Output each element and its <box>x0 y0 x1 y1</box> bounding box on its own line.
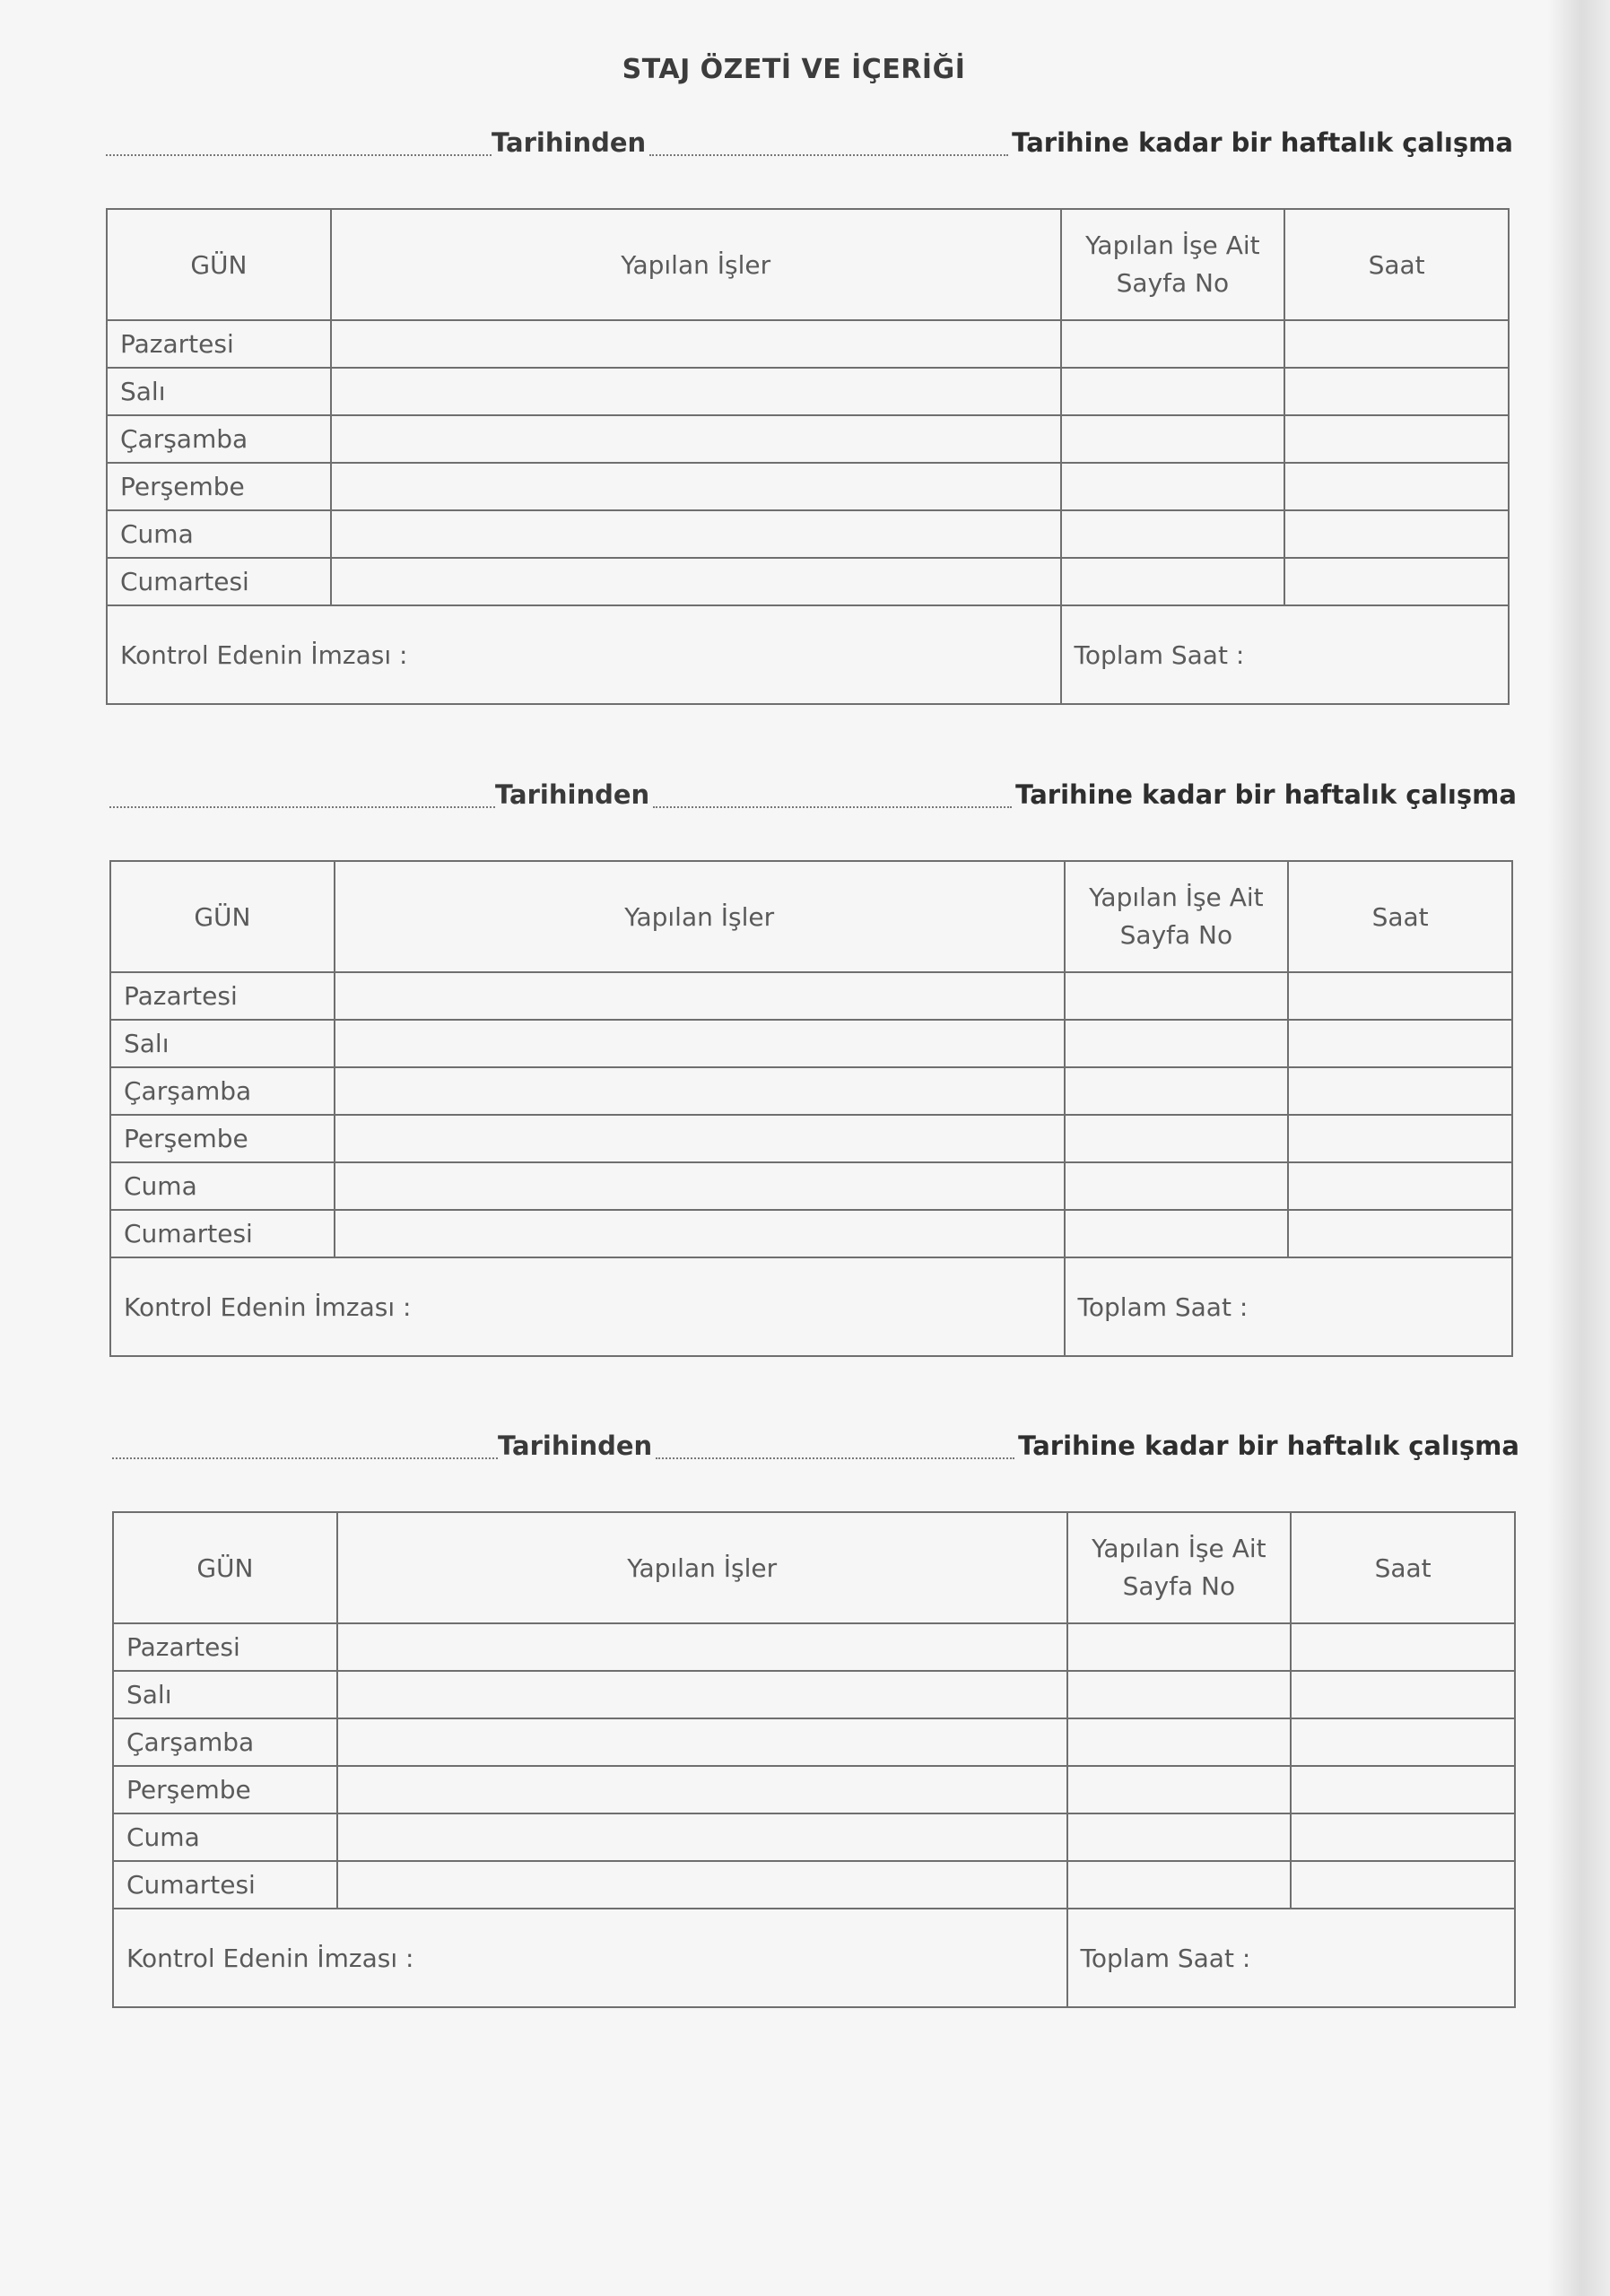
page-title: STAJ ÖZETİ VE İÇERİĞİ <box>622 54 966 85</box>
hours-cell[interactable] <box>1291 1813 1515 1861</box>
day-label: Cuma <box>113 1813 337 1861</box>
signature-label: Kontrol Edenin İmzası : <box>120 639 408 670</box>
work-cell[interactable] <box>337 1766 1067 1813</box>
date-range-line <box>112 1429 1520 1474</box>
table-header-row <box>113 1512 1515 1623</box>
table-row <box>107 415 1509 463</box>
day-label: Perşembe <box>107 463 331 510</box>
col-work-header: Yapılan İşler <box>331 209 1061 320</box>
page-no-cell[interactable] <box>1067 1671 1292 1718</box>
col-work-header: Yapılan İşler <box>337 1512 1067 1623</box>
day-label: Salı <box>107 368 331 415</box>
page-no-cell[interactable] <box>1065 972 1289 1020</box>
table-row <box>110 1020 1512 1067</box>
page-no-cell[interactable] <box>1061 510 1285 558</box>
day-label: Cumartesi <box>113 1861 337 1909</box>
table-row <box>113 1671 1515 1718</box>
page-no-cell[interactable] <box>1061 320 1285 368</box>
col-page-header: Yapılan İşe Ait Sayfa No <box>1065 861 1289 972</box>
page-no-cell[interactable] <box>1067 1766 1292 1813</box>
table-header-row <box>110 861 1512 972</box>
until-label: Tarihine kadar bir haftalık çalışma <box>1018 1431 1519 1461</box>
signature-cell[interactable] <box>110 1257 1065 1356</box>
day-label: Pazartesi <box>110 972 335 1020</box>
total-hours-cell[interactable] <box>1067 1909 1515 2007</box>
table-row <box>107 463 1509 510</box>
col-page-header: Yapılan İşe Ait Sayfa No <box>1067 1512 1292 1623</box>
hours-cell[interactable] <box>1288 1115 1512 1162</box>
table-footer-row <box>107 605 1509 704</box>
col-day-header: GÜN <box>113 1512 337 1623</box>
day-label: Cumartesi <box>110 1210 335 1257</box>
scan-edge-shadow <box>1547 0 1610 2296</box>
day-label: Pazartesi <box>113 1623 337 1671</box>
day-label: Perşembe <box>110 1115 335 1162</box>
date-range-line <box>106 126 1514 170</box>
from-label: Tarihinden <box>498 1431 653 1461</box>
work-cell[interactable] <box>335 1020 1065 1067</box>
page-no-cell[interactable] <box>1067 1718 1292 1766</box>
table-row <box>113 1766 1515 1813</box>
hours-cell[interactable] <box>1284 558 1509 605</box>
hours-cell[interactable] <box>1291 1671 1515 1718</box>
work-cell[interactable] <box>331 463 1061 510</box>
week-section-1 <box>106 126 1514 673</box>
start-date-field[interactable] <box>106 127 492 156</box>
weekly-work-table <box>112 1511 1516 2008</box>
day-label: Cuma <box>110 1162 335 1210</box>
work-cell[interactable] <box>335 1162 1065 1210</box>
start-date-field[interactable] <box>109 779 495 808</box>
work-cell[interactable] <box>331 510 1061 558</box>
hours-cell[interactable] <box>1284 368 1509 415</box>
weekly-work-table <box>106 208 1510 705</box>
signature-label: Kontrol Edenin İmzası : <box>126 1943 414 1973</box>
hours-cell[interactable] <box>1284 320 1509 368</box>
total-hours-cell[interactable] <box>1065 1257 1512 1356</box>
hours-cell[interactable] <box>1288 972 1512 1020</box>
work-cell[interactable] <box>337 1861 1067 1909</box>
total-hours-label: Toplam Saat : <box>1077 1292 1249 1322</box>
hours-cell[interactable] <box>1291 1766 1515 1813</box>
hours-cell[interactable] <box>1288 1162 1512 1210</box>
table-row <box>107 320 1509 368</box>
total-hours-label: Toplam Saat : <box>1080 1943 1251 1973</box>
col-hours-header: Saat <box>1291 1512 1515 1623</box>
hours-cell[interactable] <box>1291 1623 1515 1671</box>
day-label: Cuma <box>107 510 331 558</box>
page-no-cell[interactable] <box>1061 463 1285 510</box>
page-no-cell[interactable] <box>1061 558 1285 605</box>
work-cell[interactable] <box>335 1115 1065 1162</box>
until-label: Tarihine kadar bir haftalık çalışma <box>1015 779 1517 810</box>
page-no-cell[interactable] <box>1065 1115 1289 1162</box>
end-date-field[interactable] <box>649 127 1008 156</box>
col-day-header: GÜN <box>110 861 335 972</box>
signature-cell[interactable] <box>107 605 1061 704</box>
table-row <box>113 1813 1515 1861</box>
col-hours-header: Saat <box>1288 861 1512 972</box>
col-work-header: Yapılan İşler <box>335 861 1065 972</box>
day-label: Salı <box>110 1020 335 1067</box>
table-row <box>107 368 1509 415</box>
table-row <box>110 1162 1512 1210</box>
page-no-cell[interactable] <box>1065 1067 1289 1115</box>
from-label: Tarihinden <box>495 779 650 810</box>
table-row <box>107 510 1509 558</box>
day-label: Çarşamba <box>110 1067 335 1115</box>
table-row <box>110 1115 1512 1162</box>
from-label: Tarihinden <box>492 127 647 158</box>
hours-cell[interactable] <box>1288 1067 1512 1115</box>
hours-cell[interactable] <box>1284 463 1509 510</box>
week-section-3 <box>112 1429 1520 1976</box>
week-section-2 <box>109 778 1518 1325</box>
col-day-header: GÜN <box>107 209 331 320</box>
col-page-header: Yapılan İşe Ait Sayfa No <box>1061 209 1285 320</box>
col-hours-header: Saat <box>1284 209 1509 320</box>
day-label: Perşembe <box>113 1766 337 1813</box>
work-cell[interactable] <box>331 558 1061 605</box>
page-no-cell[interactable] <box>1067 1623 1292 1671</box>
page-no-cell[interactable] <box>1065 1162 1289 1210</box>
table-row <box>113 1623 1515 1671</box>
work-cell[interactable] <box>335 972 1065 1020</box>
work-cell[interactable] <box>331 415 1061 463</box>
work-cell[interactable] <box>337 1671 1067 1718</box>
signature-label: Kontrol Edenin İmzası : <box>124 1292 412 1322</box>
work-cell[interactable] <box>331 368 1061 415</box>
date-range-line <box>109 778 1518 822</box>
day-label: Cumartesi <box>107 558 331 605</box>
work-cell[interactable] <box>335 1067 1065 1115</box>
work-cell[interactable] <box>337 1813 1067 1861</box>
day-label: Salı <box>113 1671 337 1718</box>
total-hours-label: Toplam Saat : <box>1074 639 1245 670</box>
weekly-work-table <box>109 860 1513 1357</box>
hours-cell[interactable] <box>1284 510 1509 558</box>
table-row <box>113 1861 1515 1909</box>
total-hours-cell[interactable] <box>1061 605 1509 704</box>
page-no-cell[interactable] <box>1061 368 1285 415</box>
page-no-cell[interactable] <box>1061 415 1285 463</box>
hours-cell[interactable] <box>1291 1718 1515 1766</box>
hours-cell[interactable] <box>1288 1020 1512 1067</box>
work-cell[interactable] <box>337 1623 1067 1671</box>
page-no-cell[interactable] <box>1065 1020 1289 1067</box>
work-cell[interactable] <box>331 320 1061 368</box>
table-row <box>110 1210 1512 1257</box>
table-footer-row <box>113 1909 1515 2007</box>
page-no-cell[interactable] <box>1067 1861 1292 1909</box>
until-label: Tarihine kadar bir haftalık çalışma <box>1012 127 1513 158</box>
signature-cell[interactable] <box>113 1909 1067 2007</box>
hours-cell[interactable] <box>1288 1210 1512 1257</box>
page-no-cell[interactable] <box>1067 1813 1292 1861</box>
day-label: Pazartesi <box>107 320 331 368</box>
day-label: Çarşamba <box>113 1718 337 1766</box>
table-row <box>113 1718 1515 1766</box>
page-no-cell[interactable] <box>1065 1210 1289 1257</box>
day-label: Çarşamba <box>107 415 331 463</box>
hours-cell[interactable] <box>1284 415 1509 463</box>
end-date-field[interactable] <box>656 1431 1014 1459</box>
table-header-row <box>107 209 1509 320</box>
table-footer-row <box>110 1257 1512 1356</box>
end-date-field[interactable] <box>653 779 1012 808</box>
work-cell[interactable] <box>337 1718 1067 1766</box>
table-row <box>110 1067 1512 1115</box>
start-date-field[interactable] <box>112 1431 498 1459</box>
hours-cell[interactable] <box>1291 1861 1515 1909</box>
table-row <box>107 558 1509 605</box>
table-row <box>110 972 1512 1020</box>
work-cell[interactable] <box>335 1210 1065 1257</box>
